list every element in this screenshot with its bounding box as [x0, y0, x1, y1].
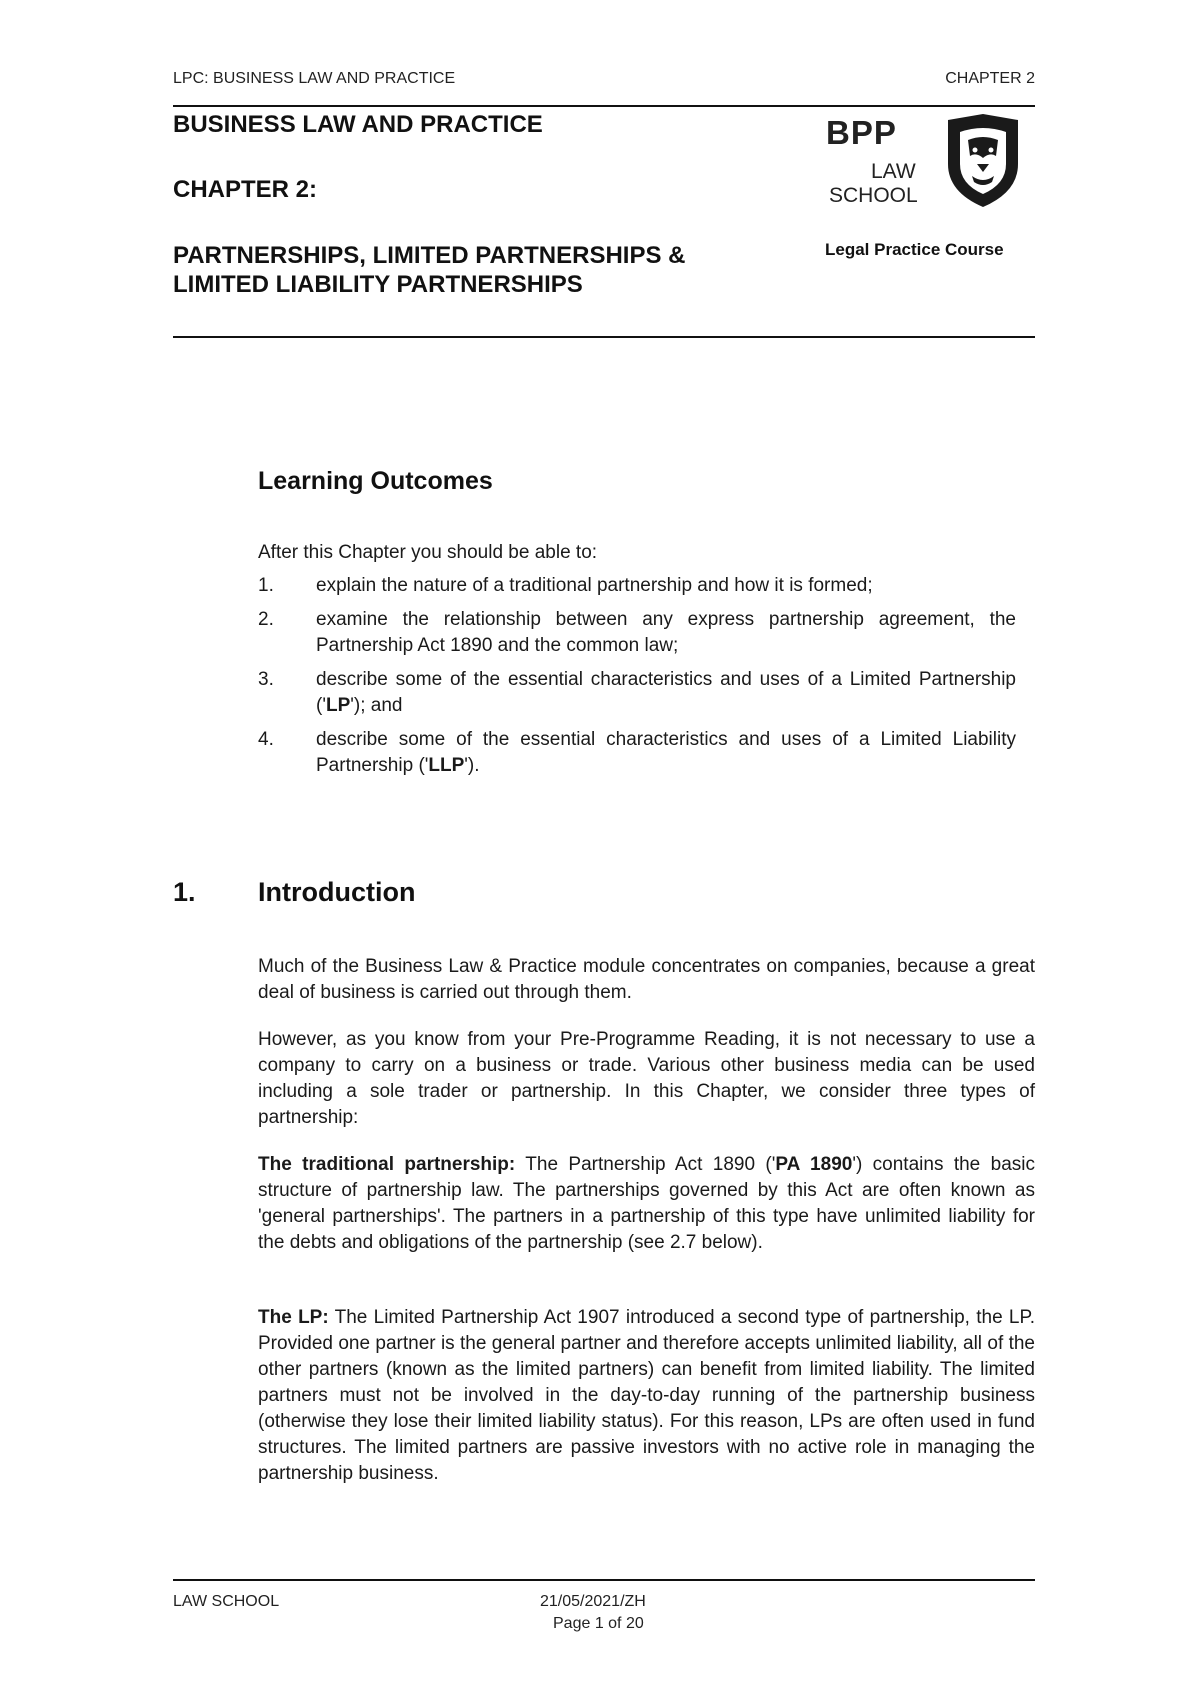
- footer-date-ref: 21/05/2021/ZH: [540, 1593, 646, 1610]
- outcome-text: describe some of the essential characteristics and uses of a Limited Liability Partnership ('LLP').: [316, 729, 1016, 776]
- outcome-number: 4.: [258, 729, 274, 750]
- section-title: Introduction: [258, 877, 416, 907]
- page-number: Page 1 of 20: [553, 1615, 644, 1632]
- course-label: Legal Practice Course: [825, 240, 1004, 259]
- llp-abbreviation: LLP: [428, 755, 465, 776]
- lp-paragraph: The LP: The Limited Partnership Act 1907 introduced a second type of partnership, the LP. Provided one partner is the general partner and therefore accepts unlimited liability, all of the other partners (known as the limited partners) can benefit from limited liability. The limited partners must not be involved in the day-to-day running of the partnership business (otherwise they lose their limited liability status). For this reason, LPs are often used in fund structures. The limited partners are passive investors with no active role in managing the partnership business.: [258, 1307, 1035, 1484]
- intro-paragraph-2: However, as you know from your Pre-Programme Reading, it is not necessary to use a company to carry on a business or trade. Various other business media can be used including a sole trader or partnership. In this Chapter, we consider three types of partnership:: [258, 1029, 1035, 1128]
- chapter-subtitle-line2: LIMITED LIABILITY PARTNERSHIPS: [173, 271, 583, 298]
- logo-line1: LAW: [871, 160, 916, 183]
- running-header-right: CHAPTER 2: [945, 70, 1035, 87]
- outcome-number: 1.: [258, 575, 274, 596]
- paragraph-lead: The LP:: [258, 1307, 329, 1328]
- logo-brand: BPP: [826, 114, 897, 151]
- running-header-left: LPC: BUSINESS LAW AND PRACTICE: [173, 70, 456, 87]
- pa-1890-abbreviation: PA 1890: [775, 1154, 853, 1175]
- learning-outcomes-heading: Learning Outcomes: [258, 467, 493, 495]
- section-number: 1.: [173, 877, 196, 907]
- outcome-number: 2.: [258, 609, 274, 630]
- document-title: BUSINESS LAW AND PRACTICE: [173, 111, 543, 138]
- lp-abbreviation: LP: [325, 695, 351, 716]
- title-rule: [173, 336, 1035, 338]
- paragraph-lead: The traditional partnership:: [258, 1154, 516, 1175]
- chapter-subtitle-line1: PARTNERSHIPS, LIMITED PARTNERSHIPS &: [173, 242, 686, 269]
- outcome-text: describe some of the essential characteristics and uses of a Limited Partnership ('LP'); and: [316, 669, 1016, 716]
- footer-left: LAW SCHOOL: [173, 1593, 280, 1610]
- chapter-title: CHAPTER 2:: [173, 176, 318, 203]
- header-rule: [173, 105, 1035, 107]
- learning-outcomes-intro: After this Chapter you should be able to:: [258, 542, 598, 563]
- logo-line2: SCHOOL: [829, 184, 918, 207]
- outcome-text: explain the nature of a traditional partnership and how it is formed;: [316, 575, 873, 596]
- outcome-text: examine the relationship between any express partnership agreement, the Partnership Act 1890 and the common law;: [316, 609, 1016, 656]
- intro-paragraph-1: Much of the Business Law & Practice module concentrates on companies, because a great deal of business is carried out through them.: [258, 956, 1035, 1003]
- outcome-number: 3.: [258, 669, 274, 690]
- footer-rule: [173, 1579, 1035, 1581]
- bpp-law-school-logo: [826, 116, 1026, 216]
- lion-head-shield-icon: [942, 112, 1024, 210]
- traditional-partnership-paragraph: The traditional partnership: The Partnership Act 1890 ('PA 1890') contains the basic structure of partnership law. The partnerships governed by this Act are often known as 'general partnerships'. The partners in a partnership of this type have unlimited liability for the debts and obligations of the partnership (see 2.7 below).: [258, 1154, 1035, 1253]
